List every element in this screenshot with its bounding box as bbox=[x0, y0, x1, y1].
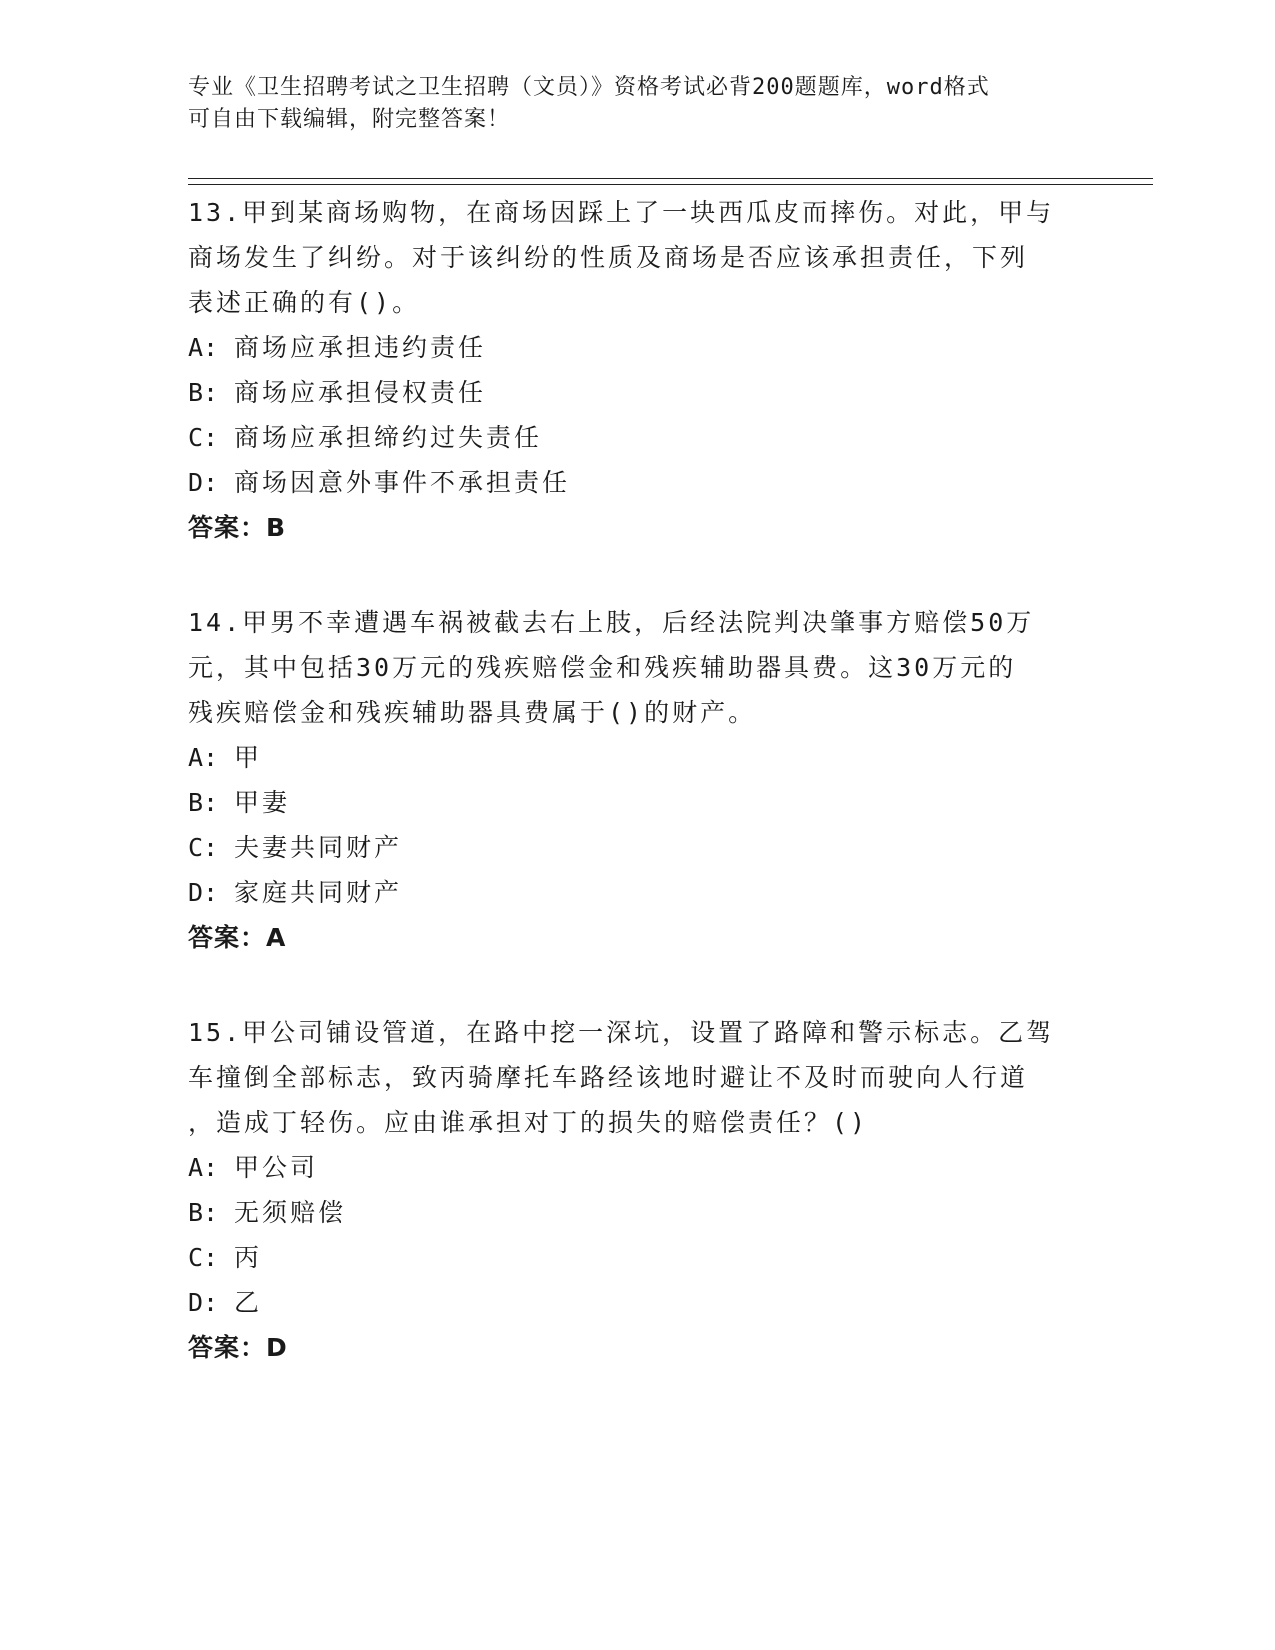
option-key: C: bbox=[188, 1243, 219, 1272]
option-key: A: bbox=[188, 333, 219, 362]
option-b bbox=[188, 370, 1088, 415]
answer-label: 答案：A bbox=[188, 923, 287, 952]
option-key: B: bbox=[188, 1198, 219, 1227]
option-key: A: bbox=[188, 743, 219, 772]
option-d bbox=[188, 460, 1088, 505]
option-key: D: bbox=[188, 1288, 219, 1317]
option-key: C: bbox=[188, 423, 219, 452]
option-text: 甲妻 bbox=[234, 788, 291, 817]
question-stem-line: 车撞倒全部标志，致丙骑摩托车路经该地时避让不及时而驶向人行道 bbox=[188, 1063, 1029, 1092]
option-c bbox=[188, 415, 1088, 460]
option-text: 甲 bbox=[234, 743, 263, 772]
answer-label: 答案：D bbox=[188, 1333, 288, 1362]
option-text: 商场应承担侵权责任 bbox=[234, 378, 487, 407]
option-d bbox=[188, 870, 1088, 915]
question-stem-line: 13.甲到某商场购物，在商场因踩上了一块西瓜皮而摔伤。对此，甲与 bbox=[188, 198, 1055, 227]
question-13 bbox=[188, 190, 1088, 550]
header-line-2: 可自由下载编辑，附完整答案！ bbox=[188, 107, 511, 132]
option-text: 商场应承担缔约过失责任 bbox=[234, 423, 543, 452]
question-stem-line: ，造成丁轻伤。应由谁承担对丁的损失的赔偿责任？() bbox=[188, 1108, 869, 1137]
option-a bbox=[188, 1145, 1088, 1190]
option-a bbox=[188, 735, 1088, 780]
option-text: 夫妻共同财产 bbox=[234, 833, 403, 862]
option-key: C: bbox=[188, 833, 219, 862]
answer-label: 答案：B bbox=[188, 513, 287, 542]
question-15 bbox=[188, 1010, 1088, 1370]
option-d bbox=[188, 1280, 1088, 1325]
question-stem-line: 表述正确的有()。 bbox=[188, 288, 421, 317]
question-stem-line: 15.甲公司铺设管道，在路中挖一深坑，设置了路障和警示标志。乙驾 bbox=[188, 1018, 1055, 1047]
option-c bbox=[188, 1235, 1088, 1280]
option-key: A: bbox=[188, 1153, 219, 1182]
option-key: D: bbox=[188, 878, 219, 907]
option-text: 无须赔偿 bbox=[234, 1198, 347, 1227]
document-header bbox=[188, 72, 1088, 136]
question-stem-line: 残疾赔偿金和残疾辅助器具费属于()的财产。 bbox=[188, 698, 757, 727]
option-key: D: bbox=[188, 468, 219, 497]
option-b bbox=[188, 780, 1088, 825]
question-stem-line: 元，其中包括30万元的残疾赔偿金和残疾辅助器具费。这30万元的 bbox=[188, 653, 1017, 682]
header-divider-bottom bbox=[188, 184, 1153, 185]
option-a bbox=[188, 325, 1088, 370]
header-line-1: 专业《卫生招聘考试之卫生招聘（文员）》资格考试必背200题题库，word格式 bbox=[188, 75, 990, 100]
option-text: 商场因意外事件不承担责任 bbox=[234, 468, 571, 497]
question-stem-line: 商场发生了纠纷。对于该纠纷的性质及商场是否应该承担责任，下列 bbox=[188, 243, 1029, 272]
option-text: 乙 bbox=[234, 1288, 263, 1317]
option-text: 丙 bbox=[234, 1243, 263, 1272]
option-text: 甲公司 bbox=[234, 1153, 319, 1182]
option-key: B: bbox=[188, 788, 219, 817]
option-text: 家庭共同财产 bbox=[234, 878, 403, 907]
question-stem-line: 14.甲男不幸遭遇车祸被截去右上肢，后经法院判决肇事方赔偿50万 bbox=[188, 608, 1035, 637]
option-text: 商场应承担违约责任 bbox=[234, 333, 487, 362]
header-divider-top bbox=[188, 178, 1153, 179]
question-14 bbox=[188, 600, 1088, 960]
option-key: B: bbox=[188, 378, 219, 407]
option-b bbox=[188, 1190, 1088, 1235]
option-c bbox=[188, 825, 1088, 870]
